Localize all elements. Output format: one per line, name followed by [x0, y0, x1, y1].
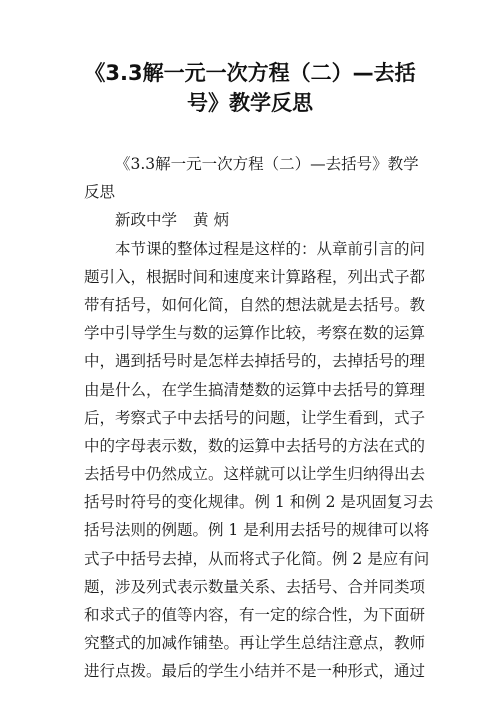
paragraph-line: 中，遇到括号时是怎样去掉括号的，去掉括号的理 — [84, 352, 426, 371]
subtitle-line-2: 反思 — [84, 183, 116, 202]
paragraph-line: 括号法则的例题。例 1 是利用去括号的规律可以将 — [84, 521, 430, 540]
paragraph-line: 本节课的整体过程是这样的：从章前引言的问 — [115, 239, 426, 258]
author-line — [84, 206, 424, 234]
document-title — [60, 58, 440, 118]
paragraph-line: 由是什么，在学生搞清楚数的运算中去括号的算理 — [84, 380, 426, 399]
subtitle-line-1: 《3.3解一元一次方程（二）—去括号》教学 — [115, 155, 419, 173]
paragraph-line: 式子中括号去掉，从而将式子化简。例 2 是应有问 — [84, 549, 430, 568]
author-name: 黄 炳 — [193, 211, 229, 230]
paragraph-line: 带有括号，如何化简，自然的想法就是去括号。教 — [84, 295, 426, 314]
paragraph-line: 学中引导学生与数的运算作比较，考察在数的运算 — [84, 324, 426, 343]
paragraph-line: 究整式的加减作铺垫。再让学生总结注意点，教师 — [84, 634, 426, 653]
paragraph-line: 题，涉及列式表示数量关系、去括号、合并同类项 — [84, 577, 426, 596]
title-line-1: 《3.3解一元一次方程（二）—去括 — [84, 61, 416, 85]
school-name: 新政中学 — [115, 211, 178, 230]
document-body — [84, 150, 434, 686]
paragraph-line: 中的字母表示数，数的运算中去括号的方法在式的 — [84, 436, 426, 455]
paragraph-line: 题引入，根据时间和速度来计算路程，列出式子都 — [84, 267, 426, 286]
title-line-2: 号》教学反思 — [187, 91, 313, 115]
paragraph-line: 括号时符号的变化规律。例 1 和例 2 是巩固复习去 — [84, 493, 434, 512]
paragraph-line: 去括号中仍然成立。这样就可以让学生归纳得出去 — [84, 465, 426, 484]
paragraph-line: 和求式子的值等内容，有一定的综合性，为下面研 — [84, 606, 426, 624]
paragraph-line: 后，考察式子中去括号的问题，让学生看到，式子 — [84, 408, 426, 427]
paragraph-line: 进行点拨。最后的学生小结并不是一种形式，通过 — [84, 662, 426, 681]
